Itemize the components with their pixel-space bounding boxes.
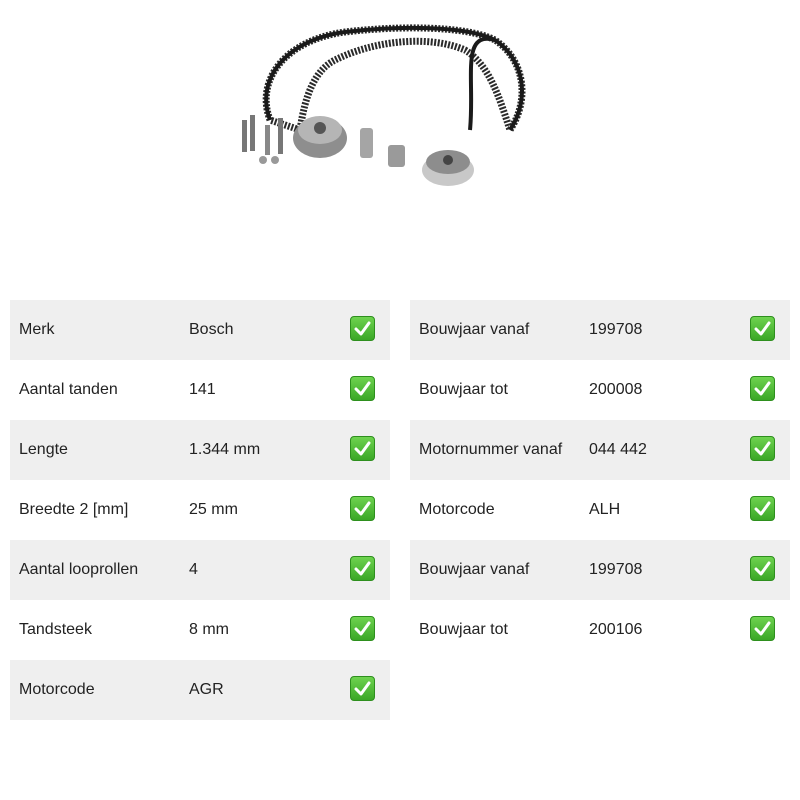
- spec-row: [10, 600, 390, 660]
- spec-row: [10, 660, 390, 720]
- spec-row: [10, 300, 390, 360]
- spec-label: Breedte 2 [mm]: [19, 501, 129, 518]
- spec-table-right: [410, 300, 790, 660]
- spec-value: 1.344 mm: [189, 441, 261, 458]
- checkmark-icon: [750, 316, 775, 341]
- spec-label: Bouwjaar vanaf: [419, 561, 530, 578]
- checkmark-icon: [750, 436, 775, 461]
- spec-label: Aantal looprollen: [19, 561, 139, 578]
- spec-value: 199708: [589, 561, 643, 578]
- checkmark-icon: [350, 436, 375, 461]
- spec-row: [410, 300, 790, 360]
- spec-label: Aantal tanden: [19, 381, 118, 398]
- checkmark-icon: [350, 616, 375, 641]
- spec-value: 044 442: [589, 441, 647, 458]
- spec-label: Lengte: [19, 441, 68, 458]
- spec-row: [410, 420, 790, 480]
- spec-row: [10, 480, 390, 540]
- spec-value: 200008: [589, 381, 643, 398]
- spec-row: [410, 540, 790, 600]
- spec-label: Merk: [19, 321, 55, 338]
- checkmark-icon: [350, 496, 375, 521]
- checkmark-icon: [350, 316, 375, 341]
- spec-label: Motorcode: [419, 501, 495, 518]
- spec-row: [10, 420, 390, 480]
- spec-value: 8 mm: [189, 621, 229, 638]
- spec-value: Bosch: [189, 321, 234, 338]
- spec-value: ALH: [589, 501, 621, 518]
- spec-label: Tandsteek: [19, 621, 92, 638]
- spec-row: [10, 540, 390, 600]
- spec-value: 25 mm: [189, 501, 238, 518]
- spec-row: [10, 360, 390, 420]
- spec-label: Bouwjaar tot: [419, 621, 508, 638]
- checkmark-icon: [350, 376, 375, 401]
- product-image-timing-belt-kit: [225, 20, 545, 195]
- spec-value: 199708: [589, 321, 643, 338]
- spec-value: 4: [189, 561, 198, 578]
- checkmark-icon: [750, 496, 775, 521]
- checkmark-icon: [750, 556, 775, 581]
- checkmark-icon: [750, 376, 775, 401]
- spec-row: [410, 360, 790, 420]
- spec-label: Motorcode: [19, 681, 95, 698]
- spec-value: 200106: [589, 621, 643, 638]
- checkmark-icon: [350, 676, 375, 701]
- spec-value: 141: [189, 381, 216, 398]
- spec-row: [410, 600, 790, 660]
- spec-label: Motornummer vanaf: [419, 441, 563, 458]
- spec-label: Bouwjaar tot: [419, 381, 508, 398]
- spec-row: [410, 480, 790, 540]
- spec-label: Bouwjaar vanaf: [419, 321, 530, 338]
- spec-table-left: [10, 300, 390, 720]
- checkmark-icon: [750, 616, 775, 641]
- checkmark-icon: [350, 556, 375, 581]
- spec-value: AGR: [189, 681, 224, 698]
